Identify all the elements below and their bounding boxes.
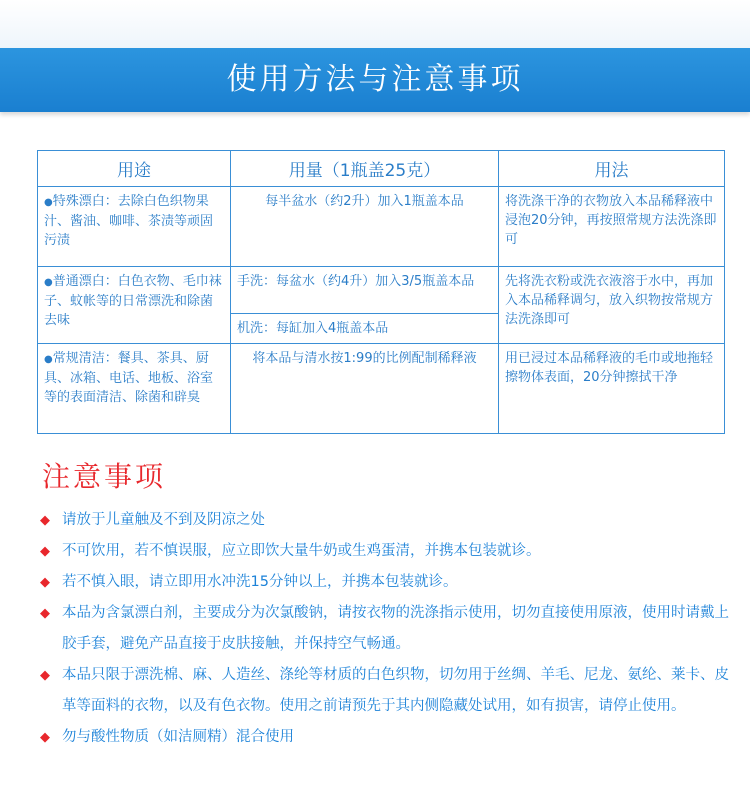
note-text: 请放于儿童触及不到及阴凉之处 (62, 512, 265, 528)
note-text: 若不慎入眼，请立即用水冲洗15分钟以上，并携本包装就诊。 (62, 574, 458, 590)
dot-icon: ● (44, 197, 53, 208)
use-cell (38, 267, 231, 344)
list-item (40, 660, 730, 722)
amount-cell: 机洗：每缸加入4瓶盖本品 (231, 314, 499, 344)
list-item (40, 567, 730, 598)
diamond-icon: ◆ (40, 575, 50, 590)
table-row (38, 267, 725, 314)
note-text: 勿与酸性物质（如洁厕精）混合使用 (62, 729, 294, 745)
dot-icon: ● (44, 277, 53, 288)
diamond-icon: ◆ (40, 544, 50, 559)
note-text: 不可饮用，若不慎误服，应立即饮大量牛奶或生鸡蛋清，并携本包装就诊。 (62, 543, 541, 559)
amount-cell: 将本品与清水按1:99的比例配制稀释液 (231, 344, 499, 434)
diamond-icon: ◆ (40, 668, 50, 683)
use-cell (38, 187, 231, 267)
diamond-icon: ◆ (40, 513, 50, 528)
list-item (40, 598, 730, 660)
dot-icon: ● (44, 354, 53, 365)
column-header-method: 用法 (499, 151, 725, 187)
note-text: 本品为含氯漂白剂，主要成分为次氯酸钠，请按衣物的洗涤指示使用，切勿直接使用原液，使用时请戴上胶手套，避免产品直接于皮肤接触，并保持空气畅通。 (62, 605, 729, 652)
method-cell: 将洗涤干净的衣物放入本品稀释液中浸泡20分钟，再按照常规方法洗涤即可 (499, 187, 725, 267)
use-text: 普通漂白：白色衣物、毛巾袜子、蚊帐等的日常漂洗和除菌去味 (44, 274, 222, 328)
title-banner (0, 48, 750, 112)
page-title: 使用方法与注意事项 (226, 62, 524, 97)
method-cell: 用已浸过本品稀释液的毛巾或地拖轻擦物体表面，20分钟擦拭干净 (499, 344, 725, 434)
column-header-use: 用途 (38, 151, 231, 187)
top-background (0, 0, 750, 48)
amount-cell: 每半盆水（约2升）加入1瓶盖本品 (231, 187, 499, 267)
usage-table (37, 150, 725, 434)
notes-title: 注意事项 (42, 460, 167, 493)
list-item (40, 505, 730, 536)
use-text: 常规清洁：餐具、茶具、厨具、冰箱、电话、地板、浴室等的表面清洁、除菌和辟臭 (44, 351, 214, 405)
notes-list (40, 505, 730, 753)
table-row (38, 187, 725, 267)
list-item (40, 722, 730, 753)
table-header-row (38, 151, 725, 187)
note-text: 本品只限于漂洗棉、麻、人造丝、涤纶等材质的白色织物，切勿用于丝绸、羊毛、尼龙、氨纶、莱卡、皮革等面料的衣物，以及有色衣物。使用之前请预先于其内侧隐藏处试用，如有损害，请停止使用。 (62, 667, 729, 714)
use-cell (38, 344, 231, 434)
amount-cell: 手洗：每盆水（约4升）加入3/5瓶盖本品 (231, 267, 499, 314)
table-row (38, 344, 725, 434)
use-text: 特殊漂白：去除白色织物果汁、酱油、咖啡、茶渍等顽固污渍 (44, 194, 214, 248)
method-cell: 先将洗衣粉或洗衣液溶于水中，再加入本品稀释调匀，放入织物按常规方法洗涤即可 (499, 267, 725, 344)
column-header-amount: 用量（1瓶盖25克） (231, 151, 499, 187)
list-item (40, 536, 730, 567)
diamond-icon: ◆ (40, 730, 50, 745)
diamond-icon: ◆ (40, 606, 50, 621)
